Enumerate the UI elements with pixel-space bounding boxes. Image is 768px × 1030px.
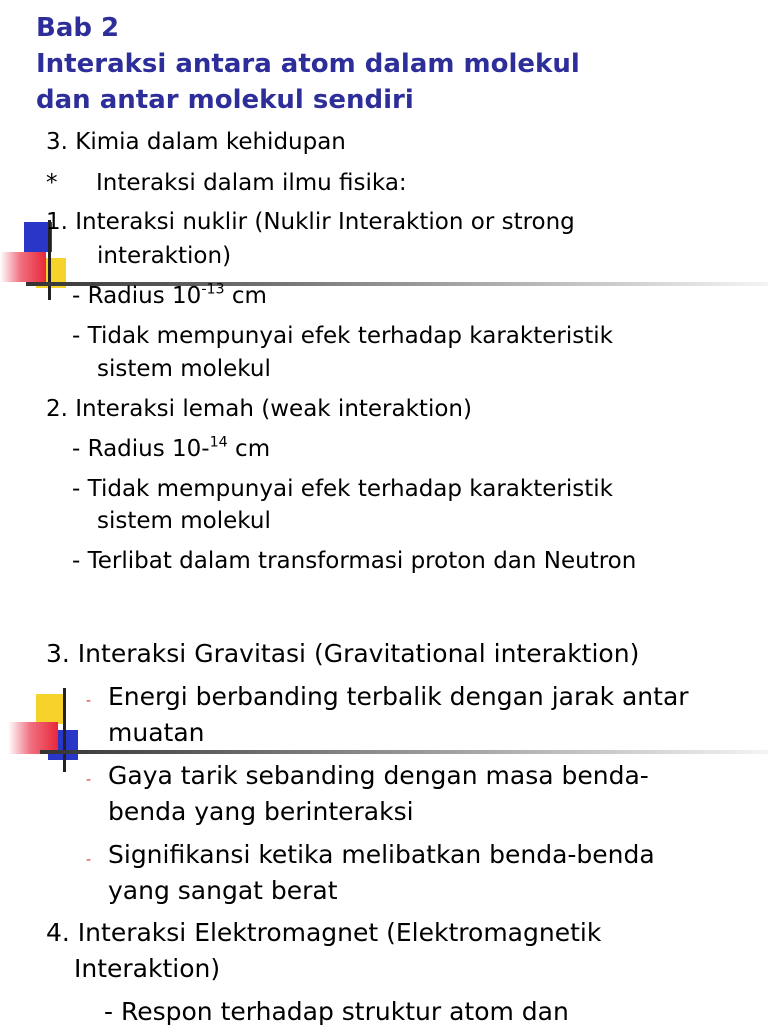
section-heading: 4. Interaksi Elektromagnet (Elektromagnetik	[46, 918, 602, 947]
bullet-text: Gaya tarik sebanding dengan masa benda-	[108, 761, 649, 790]
decor-vertical-line	[63, 688, 66, 772]
text-line: sistem molekul	[97, 508, 271, 534]
radius-exponent: -13	[201, 281, 225, 298]
bullet-text: benda yang berinteraksi	[108, 797, 414, 826]
radius-unit: cm	[224, 283, 267, 309]
star-marker: *	[46, 170, 58, 196]
text-line: 1. Interaksi nuklir (Nuklir Interaktion or strong	[46, 209, 575, 235]
decor-yellow-square	[36, 694, 64, 724]
text-line: sistem molekul	[97, 356, 271, 382]
bullet-text: Signifikansi ketika melibatkan benda-benda	[108, 840, 655, 869]
text-line: - Tidak mempunyai efek terhadap karakteristik	[72, 476, 613, 502]
decor-red-square	[0, 252, 46, 282]
sub-point: - Respon terhadap struktur atom dan	[104, 997, 569, 1026]
section-heading-cont: Interaktion)	[74, 954, 221, 983]
bullet-text: Energi berbanding terbalik dengan jarak antar	[108, 682, 689, 711]
radius-exponent: 14	[209, 434, 228, 451]
slide-title-line-2: Interaksi antara atom dalam molekul	[36, 49, 580, 79]
radius-base: - Radius 10	[72, 283, 202, 309]
slide-title-line-1: Bab 2	[36, 13, 120, 43]
bullet-marker: -	[86, 852, 92, 868]
text-line: 3. Kimia dalam kehidupan	[46, 129, 346, 155]
text-line: Interaksi dalam ilmu fisika:	[96, 170, 407, 196]
bullet-marker: -	[86, 693, 92, 709]
slide-title-line-3: dan antar molekul sendiri	[36, 85, 414, 115]
bullet-text: muatan	[108, 718, 205, 747]
section-heading: 3. Interaksi Gravitasi (Gravitational interaktion)	[46, 639, 640, 668]
text-line: 2. Interaksi lemah (weak interaktion)	[46, 396, 472, 422]
text-line: interaktion)	[97, 243, 232, 269]
bullet-text: yang sangat berat	[108, 876, 338, 905]
bullet-marker: -	[86, 772, 92, 788]
text-line-radius	[72, 280, 267, 312]
radius-unit: cm	[227, 436, 271, 462]
radius-base: - Radius 10-	[72, 436, 210, 462]
text-line-radius	[72, 433, 270, 465]
text-line: - Tidak mempunyai efek terhadap karakteristik	[72, 323, 613, 349]
text-line: - Terlibat dalam transformasi proton dan Neutron	[72, 548, 637, 574]
